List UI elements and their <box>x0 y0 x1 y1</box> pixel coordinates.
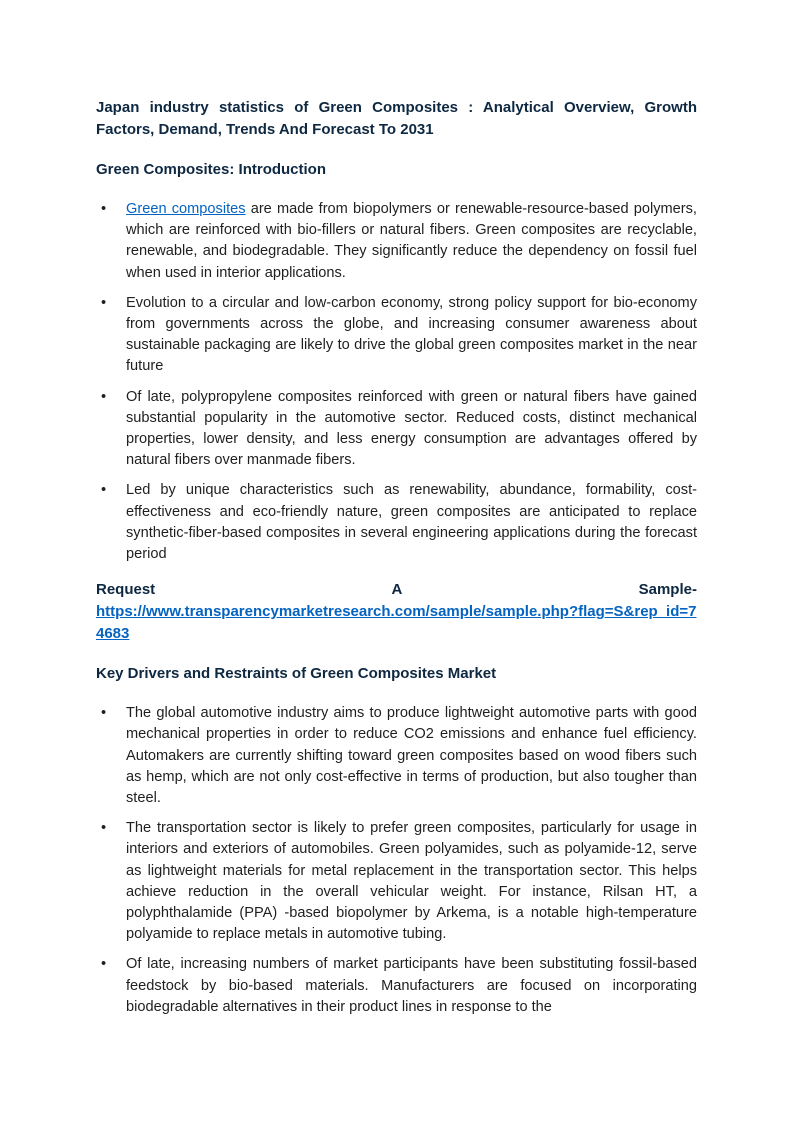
bullet-icon: • <box>101 820 107 837</box>
list-item <box>96 199 697 284</box>
bullet-icon: • <box>101 201 107 217</box>
list-item-text: are made from biopolymers or renewable-resource-based polymers, which are reinforced with bio-fillers or natural fibers. Green composites are recyclable, renewable, and biodegradable. They significantly reduce the dependency on fossil fuel when used in interior applications. <box>126 201 697 281</box>
document-page <box>96 97 697 1027</box>
drivers-list <box>96 703 697 1018</box>
bullet-icon: • <box>101 388 107 405</box>
list-item-text: Led by unique characteristics such as renewability, abundance, formability, cost-effectiveness and eco-friendly nature, green composites are anticipated to replace synthetic-fiber-based composites in several engineering applications during the forecast period <box>126 482 697 563</box>
list-item <box>96 703 697 809</box>
drivers-heading: Key Drivers and Restraints of Green Composites Market <box>96 665 497 683</box>
sample-request-link[interactable]: https://www.transparencymarketresearch.com/sample/sample.php?flag=S&rep_id=74683 <box>96 603 697 643</box>
bullet-icon: • <box>101 482 107 499</box>
list-item <box>96 480 697 565</box>
list-item-text: Of late, increasing numbers of market participants have been substituting fossil-based feedstock by bio-based materials. Manufacturers are focused on incorporating biodegradable alternatives in their product lines in response to the <box>126 956 697 1015</box>
request-word: Sample- <box>638 581 697 599</box>
document-title: Japan industry statistics of Green Composites : Analytical Overview, Growth Factors, Demand, Trends And Forecast To 2031 <box>96 99 697 138</box>
list-item-text: Evolution to a circular and low-carbon economy, strong policy support for bio-economy from governments across the globe, and increasing consumer awareness about sustainable packaging are likely to drive the global green composites market in the near future <box>126 294 697 375</box>
list-item-text: The transportation sector is likely to prefer green composites, particularly for usage in interiors and exteriors of automobiles. Green polyamides, such as polyamide-12, serve as lightweight materials for metal replacement in the transportation sector. This helps achieve reduction in the overall vehicular weight. For instance, Rilsan HT, a polyphthalamide (PPA) -based biopolymer by Arkema, is a notable high-temperature polyamide to replace metals in automotive tubing. <box>126 820 697 943</box>
list-item <box>96 954 697 1018</box>
bullet-icon: • <box>101 956 107 973</box>
bullet-icon: • <box>101 294 107 311</box>
list-item-text: The global automotive industry aims to produce lightweight automotive parts with good mechanical properties in order to reduce CO2 emissions and enhance fuel efficiency. Automakers are currently shifting toward green composites based on wood fibers such as hemp, which are not only cost-effective in terms of production, but also tougher than steel. <box>126 705 697 807</box>
intro-heading: Green Composites: Introduction <box>96 161 327 178</box>
bullet-icon: • <box>101 705 107 722</box>
green-composites-link[interactable]: Green composites <box>126 201 246 217</box>
list-item-text: Of late, polypropylene composites reinforced with green or natural fibers have gained substantial popularity in the automotive sector. Reduced costs, distinct mechanical properties, lower density, and less energy consumption are advantages offered by natural fibers over manmade fibers. <box>126 388 697 469</box>
list-item <box>96 818 697 945</box>
request-word: Request <box>96 581 156 599</box>
request-sample <box>96 579 697 645</box>
intro-list <box>96 199 697 565</box>
list-item <box>96 387 697 472</box>
list-item <box>96 293 697 378</box>
request-word: A <box>391 581 403 599</box>
